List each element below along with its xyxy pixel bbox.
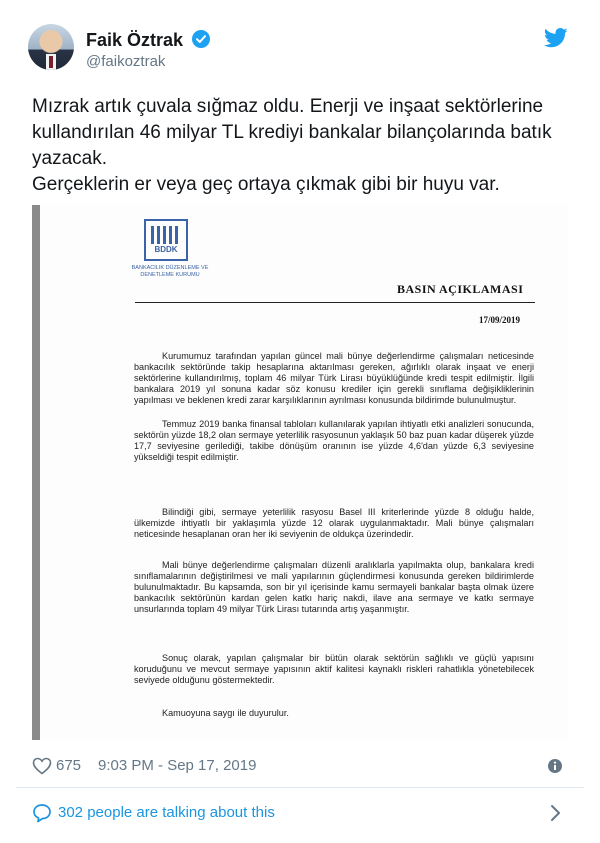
bddk-logo-bars [151,226,181,244]
tweet-text [32,94,577,198]
heart-icon[interactable] [32,757,52,779]
press-release-title: BASIN AÇIKLAMASI [397,282,524,296]
avatar-tie [49,56,53,68]
tweet-meta [32,755,572,777]
document-paragraph: Bilindiği gibi, sermaye yeterlilik rasyosu Basel III kriterlerinde yüzde 8 olduğu halde, ülkemizde ihtiyatlı bir yaklaşımla yüzde 12 olarak uygulanmaktadır. Mali bünye çalışmaları neticesinde hesaplanan oran her iki seviyenin de oldukça üzerindedir. [134,507,534,539]
tweet-media-image[interactable] [32,205,568,740]
press-release-date: 17/09/2019 [479,315,521,325]
tweet-timestamp[interactable]: 9:03 PM - Sep 17, 2019 [98,757,257,774]
document-closing: Kamuoyuna saygı ile duyurulur. [162,708,289,718]
document-paragraph: Sonuç olarak, yapılan çalışmalar bir bütün olarak sektörün sağlıklı ve güçlü yapısını koruduğunu ve mevcut sermaye yapısının aktif kalitesi kaynaklı riskleri rahatlıkla yönetebilecek seviyede olduğunu göstermektedir. [134,653,534,685]
bddk-logo-subtitle: BANKACILIK DÜZENLEME VE DENETLEME KURUMU [131,265,209,278]
document-paragraph: Temmuz 2019 banka finansal tabloları kullanılarak yapılan ihtiyatlı etki analizleri sonucunda, sektörün yüzde 18,2 olan sermaye yeterlilik rasyosunun yaklaşık 50 baz puan kadar düşerek yüzde 17,7 seviyesine gerilediği, takibe dönüşüm oranının ise yüzde 4,6'dan yüzde 6,3 seviyesine yükseldiği tespit edilmiştir. [134,419,534,462]
document-paragraph: Mali bünye değerlendirme çalışmaları düzenli aralıklarla yapılmakta olup, bankalara kredi sınıflamalarının değiştirilmesi ve mali yapılarının güçlendirmesi konusunda gereken bildirimlerde bulunulmaktadır. Bu kapsamda, son bir yıl içerisinde kamu sermayeli bankalar başta olmak üzere bankacılık sektörünün kardan gelen katkı hariç nakdi, ilave ana sermaye ve katkı sermaye unsurlarında toplam 49 milyar Türk Lirası tutarında artış yaşanmıştır. [134,560,534,614]
conversation-count-text: 302 people are talking about this [58,804,275,821]
title-divider [135,302,535,303]
tweet-line-2: Gerçeklerin er veya geç ortaya çıkmak gibi bir huyu var. [32,174,500,195]
author-name[interactable]: Faik Öztrak [86,30,184,50]
like-count[interactable]: 675 [56,757,82,774]
document-paragraph: Kurumumuz tarafından yapılan güncel mali bünye değerlendirme çalışmaları neticesinde bankacılık sektöründe takip hesaplarına aktarılması gereken, ağırlıklı olarak inşaat ve enerji sektörlerine kullandırılmış, toplam 46 milyar Türk Lirası büyüklüğünde kredi tespit edilmiştir. İlgili bankalara 2019 yıl sonuna kadar söz konusu krediler için gerekli sınıflama değişikliklerinin yapılması ve beklenen kredi zarar karşılıklarının ayrılması konusunda bildirimde bulunulmuştur. [134,351,534,405]
press-release-document [40,205,568,740]
bddk-logo-text: BDDK [154,245,178,254]
avatar[interactable] [28,24,74,70]
verified-icon [192,30,210,48]
footer-divider [16,787,584,788]
author-handle[interactable]: @faikoztrak [86,53,166,70]
bddk-logo [144,219,188,261]
conversation-link[interactable] [32,802,572,826]
speech-bubble-icon [32,803,52,827]
twitter-bird-icon[interactable] [544,28,568,53]
info-icon[interactable] [547,758,563,778]
tweet-line-1: Mızrak artık çuvala sığmaz oldu. Enerji ve inşaat sektörlerine kullandırılan 46 milyar TL krediyi bankalar bilançolarında batık yazacak. [32,96,552,169]
chevron-right-icon [549,804,561,826]
